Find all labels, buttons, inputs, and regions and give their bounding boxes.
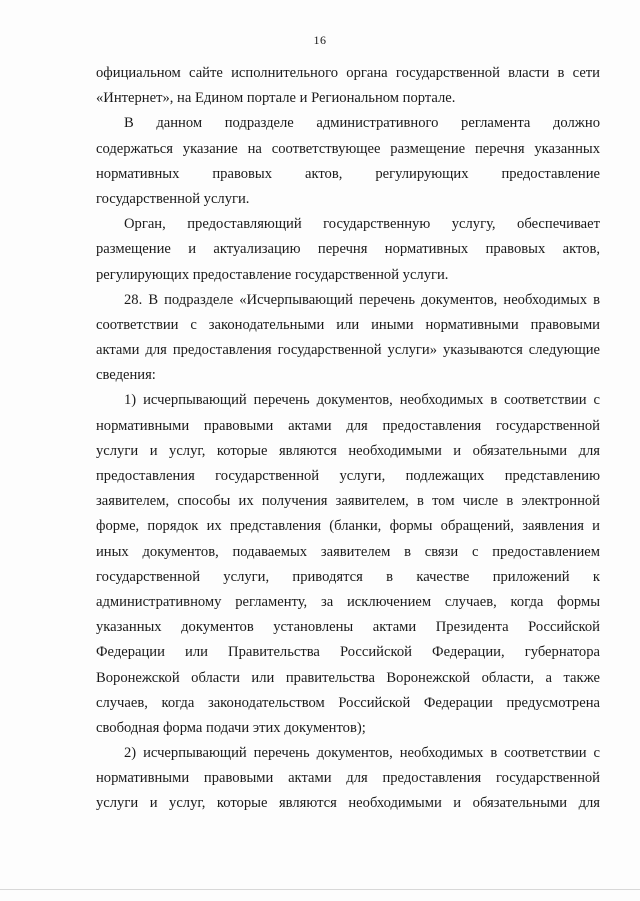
paragraph xyxy=(96,741,600,817)
paragraph xyxy=(96,288,600,389)
text-line: содержаться указание на соответствующее размещение перечня указанных xyxy=(96,140,600,157)
text-line: услуги и услуг, которые являются необходимыми и обязательными для xyxy=(96,442,600,459)
paragraph xyxy=(96,111,600,212)
paragraph xyxy=(96,388,600,741)
text-line: Федерации или Правительства Российской Федерации, губернатора xyxy=(96,644,600,661)
text-line: сведения: xyxy=(96,367,156,384)
text-line: нормативными правовыми актами для предоставления государственной xyxy=(96,770,600,787)
document-body xyxy=(96,61,600,817)
text-line: государственной услуги. xyxy=(96,190,250,207)
scan-edge-divider xyxy=(0,889,640,890)
text-line: актами для предоставления государственной услуги» указываются следующие xyxy=(96,342,600,359)
text-line: предоставления государственной услуги, подлежащих представлению xyxy=(96,468,600,484)
text-line: форме, порядок их представления (бланки, формы обращений, заявления и xyxy=(96,518,600,535)
text-line: 1) исчерпывающий перечень документов, необходимых в соответствии с xyxy=(124,392,600,409)
text-line: Воронежской области или правительства Воронежской области, а также xyxy=(96,669,600,686)
page-number: 16 xyxy=(313,33,327,47)
text-line: регулирующих предоставление государственной услуги. xyxy=(96,266,449,283)
text-line: указанных документов установлены актами Президента Российской xyxy=(96,619,600,636)
paragraph xyxy=(96,212,600,288)
text-line: Орган, предоставляющий государственную услугу, обеспечивает xyxy=(124,216,600,233)
text-line: В данном подразделе административного регламента должно xyxy=(124,115,600,132)
text-line: 28. В подразделе «Исчерпывающий перечень документов, необходимых в xyxy=(124,291,600,308)
text-line: соответствии с законодательными или иными нормативными правовыми xyxy=(96,316,600,333)
text-line: «Интернет», на Едином портале и Региональном портале. xyxy=(96,90,456,107)
paragraph xyxy=(96,61,600,111)
text-line: нормативных правовых актов, регулирующих предоставление xyxy=(96,165,600,182)
text-line: заявителем, способы их получения заявителем, в том числе в электронной xyxy=(96,493,600,510)
text-line: иных документов, подаваемых заявителем в связи с предоставлением xyxy=(96,543,600,560)
text-line: размещение и актуализацию перечня нормативных правовых актов, xyxy=(96,241,600,258)
text-line: 2) исчерпывающий перечень документов, необходимых в соответствии с xyxy=(124,745,600,762)
text-line: административному регламенту, за исключением случаев, когда формы xyxy=(96,593,600,610)
text-line: государственной услуги, приводятся в качестве приложений к xyxy=(96,568,600,585)
text-line: свободная форма подачи этих документов); xyxy=(96,719,366,736)
text-line: нормативными правовыми актами для предоставления государственной xyxy=(96,417,600,434)
text-line: случаев, когда законодательством Российской Федерации предусмотрена xyxy=(96,694,600,711)
text-line: официальном сайте исполнительного органа государственной власти в сети xyxy=(96,65,600,81)
text-line: услуги и услуг, которые являются необходимыми и обязательными для xyxy=(96,795,600,812)
